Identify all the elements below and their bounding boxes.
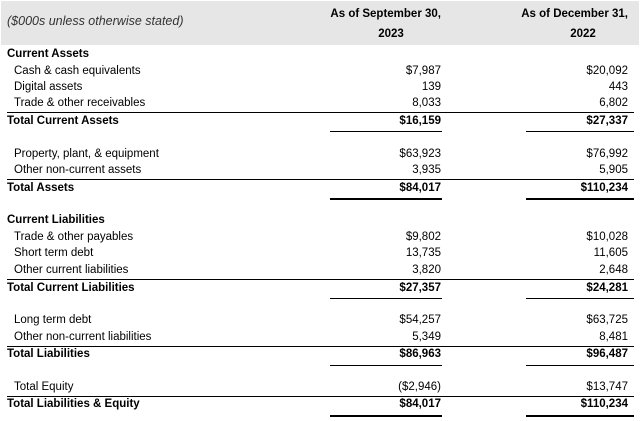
row-total-equity bbox=[0, 381, 640, 397]
value-2023: 5,349 bbox=[412, 331, 441, 343]
divider bbox=[330, 131, 442, 132]
row-label: Current Assets bbox=[7, 48, 90, 60]
value-2022: 8,481 bbox=[599, 331, 628, 343]
value-2023: $84,017 bbox=[399, 182, 441, 194]
value-2022: 443 bbox=[608, 81, 628, 93]
value-2023: $16,159 bbox=[399, 115, 441, 127]
row-label: Other non-current assets bbox=[14, 164, 142, 176]
row-total-current-assets bbox=[0, 115, 640, 131]
value-2023: $86,963 bbox=[399, 348, 441, 360]
row-other-non-current-liabilities bbox=[0, 331, 640, 347]
value-2022: 2,648 bbox=[599, 264, 628, 276]
value-2022: $110,234 bbox=[580, 398, 628, 410]
row-label: Other non-current liabilities bbox=[14, 331, 152, 343]
column-header-dec-2022-line2: 2022 bbox=[570, 28, 596, 40]
value-2023: 3,820 bbox=[412, 264, 441, 276]
value-2022: $13,747 bbox=[586, 381, 628, 393]
divider bbox=[7, 346, 634, 347]
row-total-assets bbox=[0, 182, 640, 198]
row-label: Total Liabilities & Equity bbox=[7, 398, 140, 410]
column-header-sep-2023-line1: As of September 30, bbox=[330, 8, 441, 20]
value-2022: $20,092 bbox=[586, 65, 628, 77]
value-2022: $63,725 bbox=[586, 314, 628, 326]
value-2022: 11,605 bbox=[593, 247, 628, 259]
row-label: Cash & cash equivalents bbox=[14, 65, 141, 77]
row-total-liabilities bbox=[0, 348, 640, 364]
value-2023: $27,357 bbox=[399, 282, 441, 294]
value-2022: $24,281 bbox=[586, 282, 628, 294]
row-trade-receivables bbox=[0, 97, 640, 113]
divider bbox=[7, 279, 634, 280]
value-2022: $27,337 bbox=[586, 115, 628, 127]
value-2022: $96,487 bbox=[586, 348, 628, 360]
row-label: Current Liabilities bbox=[7, 214, 105, 226]
value-2023: $54,257 bbox=[399, 314, 441, 326]
value-2023: 139 bbox=[421, 81, 441, 93]
row-ppe bbox=[0, 148, 640, 164]
row-label: Digital assets bbox=[14, 81, 83, 93]
divider bbox=[526, 365, 634, 366]
row-cash bbox=[0, 65, 640, 81]
value-2023: $84,017 bbox=[399, 398, 441, 410]
divider bbox=[7, 112, 634, 113]
value-2022: $10,028 bbox=[586, 231, 628, 243]
value-2023: $9,802 bbox=[405, 231, 441, 243]
divider bbox=[526, 415, 634, 417]
section-current-assets bbox=[0, 48, 640, 64]
row-label: Total Current Assets bbox=[7, 115, 119, 127]
value-2023: 13,735 bbox=[405, 247, 441, 259]
row-other-non-current-assets bbox=[0, 164, 640, 180]
value-2023: ($2,946) bbox=[398, 381, 441, 393]
row-long-term-debt bbox=[0, 314, 640, 330]
divider bbox=[7, 396, 634, 397]
column-header-sep-2023-line2: 2023 bbox=[378, 28, 404, 40]
row-label: Trade & other receivables bbox=[14, 97, 146, 109]
row-label: Total Equity bbox=[14, 381, 74, 393]
divider bbox=[330, 198, 442, 200]
value-2023: 3,935 bbox=[412, 164, 441, 176]
divider bbox=[330, 298, 442, 299]
row-total-liabilities-equity bbox=[0, 398, 640, 414]
value-2023: $63,923 bbox=[399, 148, 441, 160]
row-label: Trade & other payables bbox=[14, 231, 134, 243]
row-label: Other current liabilities bbox=[14, 264, 129, 276]
value-2022: $110,234 bbox=[580, 182, 628, 194]
divider bbox=[330, 415, 442, 417]
value-2022: $76,992 bbox=[586, 148, 628, 160]
units-note: ($000s unless otherwise stated) bbox=[7, 14, 184, 28]
row-short-term-debt bbox=[0, 247, 640, 263]
row-label: Property, plant, & equipment bbox=[14, 148, 159, 160]
divider bbox=[330, 365, 442, 366]
row-total-current-liabilities bbox=[0, 282, 640, 298]
divider bbox=[526, 131, 634, 132]
section-current-liabilities bbox=[0, 214, 640, 230]
row-label: Short term debt bbox=[14, 247, 94, 259]
divider bbox=[526, 198, 634, 200]
column-header-dec-2022-line1: As of December 31, bbox=[521, 8, 628, 20]
row-digital-assets bbox=[0, 81, 640, 97]
row-trade-payables bbox=[0, 231, 640, 247]
value-2023: $7,987 bbox=[405, 65, 441, 77]
divider bbox=[526, 298, 634, 299]
value-2022: 6,802 bbox=[599, 97, 628, 109]
row-other-current-liabilities bbox=[0, 264, 640, 280]
row-label: Total Current Liabilities bbox=[7, 282, 135, 294]
row-label: Long term debt bbox=[14, 314, 92, 326]
value-2022: 5,905 bbox=[599, 164, 628, 176]
row-label: Total Liabilities bbox=[7, 348, 90, 360]
divider bbox=[7, 179, 634, 180]
row-label: Total Assets bbox=[7, 182, 75, 194]
value-2023: 8,033 bbox=[412, 97, 441, 109]
